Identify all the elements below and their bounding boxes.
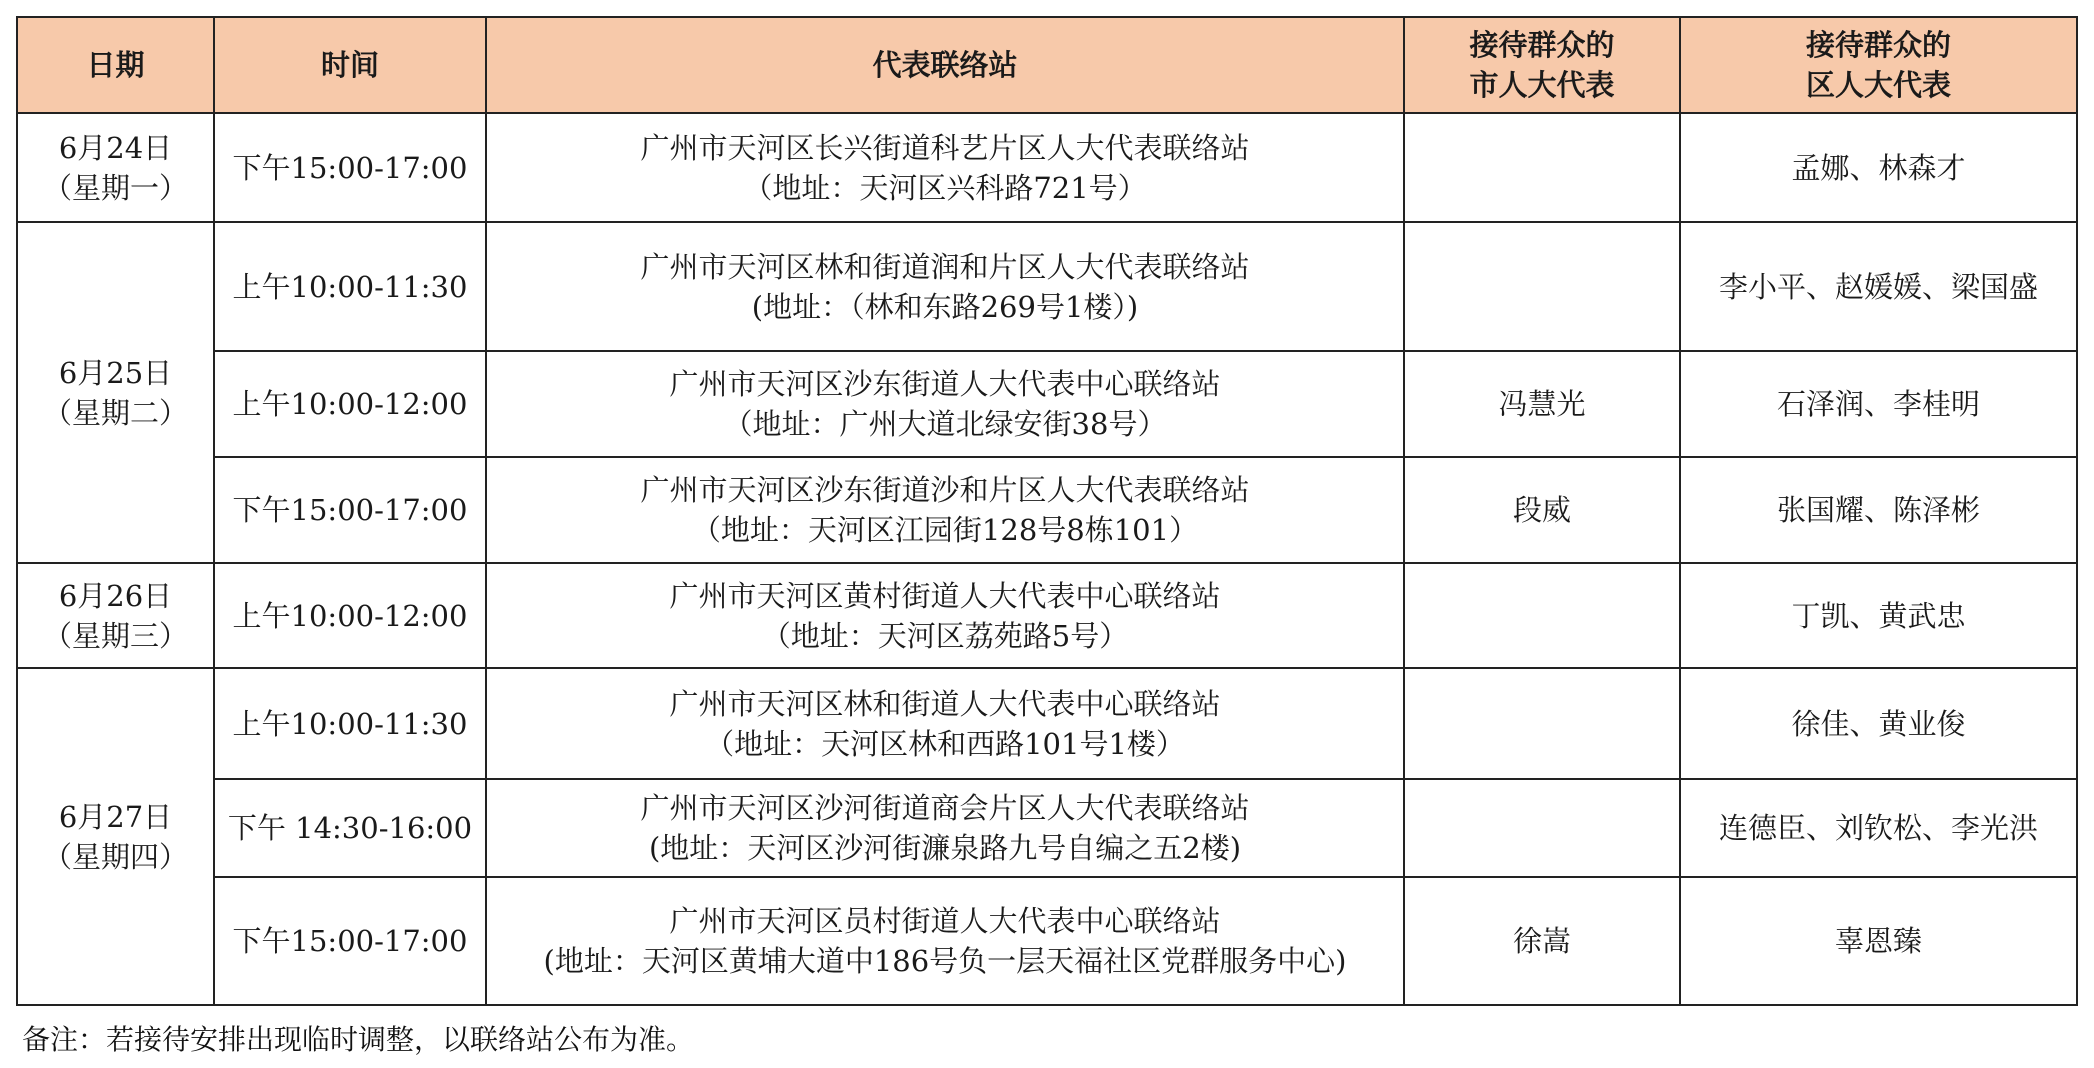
station-cell bbox=[486, 779, 1404, 877]
district-rep-cell: 孟娜、林森才 bbox=[1680, 113, 2077, 222]
city-rep-cell bbox=[1404, 563, 1680, 668]
time-cell: 下午15:00-17:00 bbox=[214, 113, 486, 222]
station-cell bbox=[486, 351, 1404, 457]
district-rep-cell: 徐佳、黄业俊 bbox=[1680, 668, 2077, 779]
date-day: 6月25日 bbox=[58, 355, 173, 390]
district-rep-cell: 李小平、赵媛媛、梁国盛 bbox=[1680, 222, 2077, 351]
table-row bbox=[17, 563, 2077, 668]
table-row bbox=[17, 222, 2077, 351]
station-address: （地址：天河区荔苑路5号） bbox=[761, 618, 1129, 653]
station-address: (地址：天河区沙河街濂泉路九号自编之五2楼) bbox=[648, 831, 1242, 865]
time-cell: 上午10:00-11:30 bbox=[214, 222, 486, 351]
table-row bbox=[17, 351, 2077, 457]
city-rep-cell bbox=[1404, 222, 1680, 351]
date-cell bbox=[17, 563, 214, 668]
time-cell: 上午10:00-12:00 bbox=[214, 563, 486, 668]
station-cell bbox=[486, 113, 1404, 222]
table-row bbox=[17, 877, 2077, 1005]
time-cell: 下午15:00-17:00 bbox=[214, 877, 486, 1005]
date-day: 6月27日 bbox=[58, 799, 173, 834]
station-name: 广州市天河区沙东街道沙和片区人大代表联络站 bbox=[640, 473, 1250, 507]
station-address: （地址：天河区江园街128号8栋101） bbox=[691, 513, 1199, 547]
date-day: 6月24日 bbox=[58, 130, 173, 165]
time-cell: 上午10:00-12:00 bbox=[214, 351, 486, 457]
district-rep-cell: 石泽润、李桂明 bbox=[1680, 351, 2077, 457]
table-row bbox=[17, 457, 2077, 563]
station-name: 广州市天河区沙东街道人大代表中心联络站 bbox=[669, 367, 1221, 401]
station-cell bbox=[486, 877, 1404, 1005]
table-row bbox=[17, 668, 2077, 779]
station-name: 广州市天河区林和街道润和片区人大代表联络站 bbox=[640, 249, 1250, 284]
schedule-table bbox=[16, 16, 2078, 1006]
district-rep-cell: 连德臣、刘钦松、李光洪 bbox=[1680, 779, 2077, 877]
district-rep-cell: 辜恩臻 bbox=[1680, 877, 2077, 1005]
city-rep-cell: 段威 bbox=[1404, 457, 1680, 563]
date-cell bbox=[17, 222, 214, 563]
header-district-rep bbox=[1680, 17, 2077, 113]
date-weekday: （星期三） bbox=[42, 618, 188, 653]
date-weekday: （星期二） bbox=[42, 395, 188, 430]
header-city-rep-line2: 市人大代表 bbox=[1469, 68, 1615, 102]
station-address: （地址：天河区兴科路721号） bbox=[743, 170, 1147, 205]
district-rep-cell: 丁凯、黄武忠 bbox=[1680, 563, 2077, 668]
station-cell bbox=[486, 457, 1404, 563]
station-cell bbox=[486, 668, 1404, 779]
city-rep-cell: 冯慧光 bbox=[1404, 351, 1680, 457]
time-cell: 上午10:00-11:30 bbox=[214, 668, 486, 779]
header-station: 代表联络站 bbox=[486, 17, 1404, 113]
footnote: 备注：若接待安排出现临时调整，以联络站公布为准。 bbox=[22, 1023, 695, 1056]
date-cell bbox=[17, 668, 214, 1005]
table-row bbox=[17, 113, 2077, 222]
table-row bbox=[17, 779, 2077, 877]
time-cell: 下午15:00-17:00 bbox=[214, 457, 486, 563]
header-city-rep bbox=[1404, 17, 1680, 113]
city-rep-cell bbox=[1404, 668, 1680, 779]
city-rep-cell bbox=[1404, 779, 1680, 877]
header-city-rep-line1: 接待群众的 bbox=[1469, 28, 1615, 62]
station-address: (地址：天河区黄埔大道中186号负一层天福社区党群服务中心) bbox=[543, 944, 1347, 978]
header-time: 时间 bbox=[214, 17, 486, 113]
header-district-rep-line1: 接待群众的 bbox=[1805, 28, 1951, 62]
header-date: 日期 bbox=[17, 17, 214, 113]
station-cell bbox=[486, 563, 1404, 668]
station-name: 广州市天河区林和街道人大代表中心联络站 bbox=[669, 686, 1221, 721]
station-cell bbox=[486, 222, 1404, 351]
station-address: (地址：（林和东路269号1楼）) bbox=[751, 289, 1139, 324]
station-name: 广州市天河区黄村街道人大代表中心联络站 bbox=[669, 578, 1221, 613]
header-district-rep-line2: 区人大代表 bbox=[1805, 68, 1951, 102]
station-name: 广州市天河区沙河街道商会片区人大代表联络站 bbox=[640, 791, 1250, 825]
station-name: 广州市天河区员村街道人大代表中心联络站 bbox=[669, 904, 1221, 938]
time-cell: 下午 14:30-16:00 bbox=[214, 779, 486, 877]
date-cell bbox=[17, 113, 214, 222]
station-name: 广州市天河区长兴街道科艺片区人大代表联络站 bbox=[640, 130, 1250, 165]
city-rep-cell: 徐嵩 bbox=[1404, 877, 1680, 1005]
station-address: （地址：广州大道北绿安街38号） bbox=[723, 407, 1167, 441]
date-weekday: （星期一） bbox=[42, 170, 188, 205]
table-header bbox=[17, 17, 2077, 113]
district-rep-cell: 张国耀、陈泽彬 bbox=[1680, 457, 2077, 563]
city-rep-cell bbox=[1404, 113, 1680, 222]
station-address: （地址：天河区林和西路101号1楼） bbox=[705, 726, 1185, 761]
date-weekday: （星期四） bbox=[42, 839, 188, 874]
date-day: 6月26日 bbox=[58, 578, 173, 613]
